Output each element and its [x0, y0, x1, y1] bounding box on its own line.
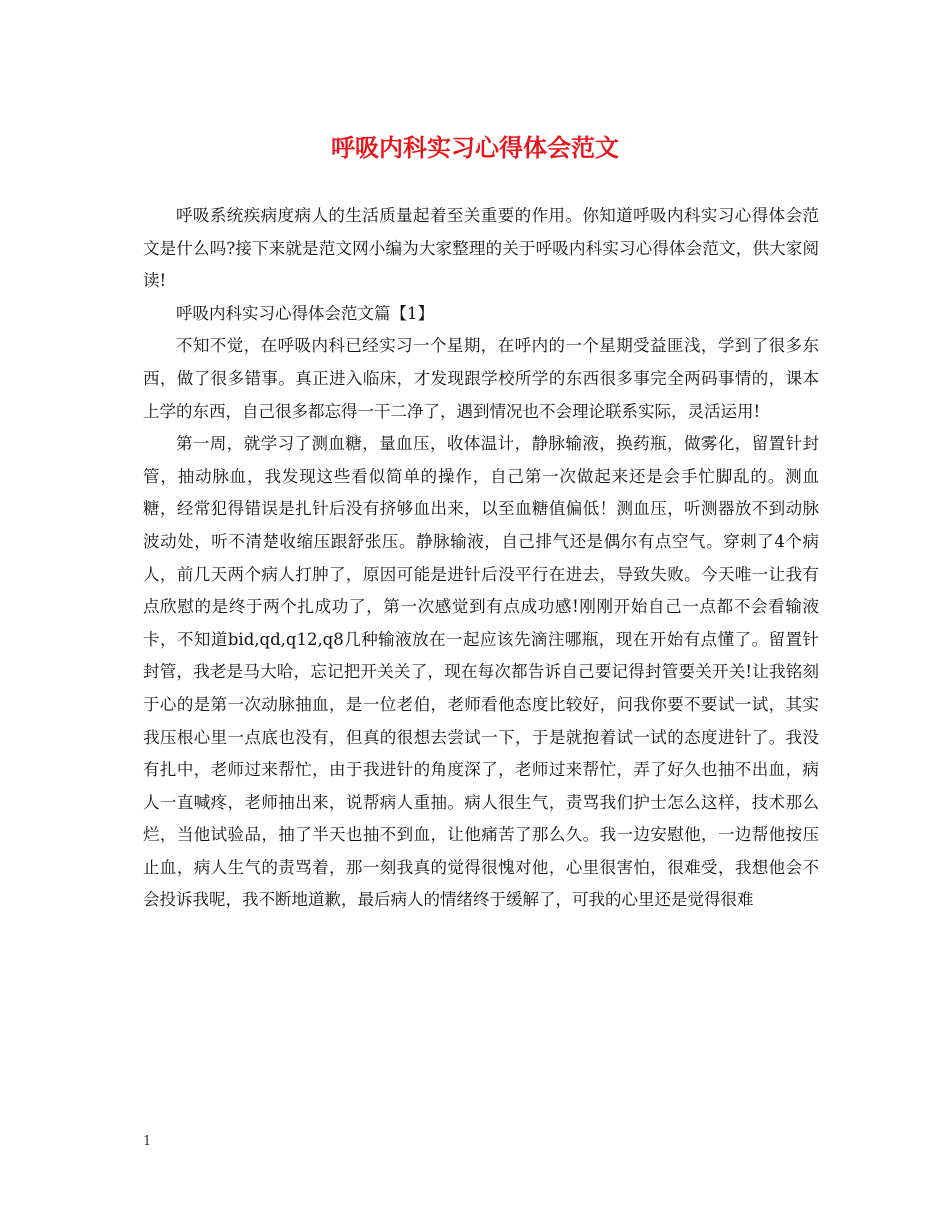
section-heading: 呼吸内科实习心得体会范文篇【1】: [176, 303, 434, 323]
intro-paragraph: 呼吸系统疾病度病人的生活质量起着至关重要的作用。你知道呼吸内科实习心得体会范文是什么吗?接下来就是范文网小编为大家整理的关于呼吸内科实习心得体会范文，供大家阅读!: [143, 206, 819, 291]
body-paragraph: 第一周，就学习了测血糖，量血压，收体温计，静脉输液，换药瓶，做雾化，留置针封管，抽动脉血，我发现这些看似简单的操作，自己第一次做起来还是会手忙脚乱的。测血糖，经常犯得错误是扎针后没有挤够血出来，以至血糖值偏低！测血压，听测器放不到动脉波动处，听不清楚收缩压跟舒张压。静脉输液，自己排气还是偶尔有点空气。穿刺了4个病人，前几天两个病人打肿了，原因可能是进针后没平行在进去，导致失败。今天唯一让我有点欣慰的是终于两个扎成功了，第一次感觉到有点成功感!刚刚开始自己一点都不会看输液卡，不知道bid,qd,q12,q8几种输液放在一起应该先滴注哪瓶，现在开始有点懂了。留置针封管，我老是马大哈，忘记把开关关了，现在每次都告诉自己要记得封管要关开关!让我铭刻于心的是第一次动脉抽血，是一位老伯，老师看他态度比较好，问我你要不要试一试，其实我压根心里一点底也没有，但真的很想去尝试一下，于是就抱着试一试的态度进针了。我没有扎中，老师过来帮忙，由于我进针的角度深了，老师过来帮忙，弄了好久也抽不出血，病人一直喊疼，老师抽出来，说帮病人重抽。病人很生气，责骂我们护士怎么这样，技术那么烂，当他试验品，抽了半天也抽不到血，让他痛苦了那么久。我一边安慰他，一边帮他按压止血，病人生气的责骂着，那一刻我真的觉得很愧对他，心里很害怕，很难受，我想他会不会投诉我呢，我不断地道歉，最后病人的情绪终于缓解了，可我的心里还是觉得很难: [143, 434, 819, 910]
page-number: 1: [143, 1134, 152, 1149]
document-body: [143, 200, 819, 917]
document-title: 呼吸内科实习心得体会范文: [331, 133, 619, 162]
body-paragraph: 不知不觉，在呼吸内科已经实习一个星期，在呼内的一个星期受益匪浅，学到了很多东西，做了很多错事。真正进入临床，才发现跟学校所学的东西很多事完全两码事情的，课本上学的东西，自己很多都忘得一干二净了，遇到情况也不会理论联系实际，灵活运用!: [143, 336, 819, 421]
